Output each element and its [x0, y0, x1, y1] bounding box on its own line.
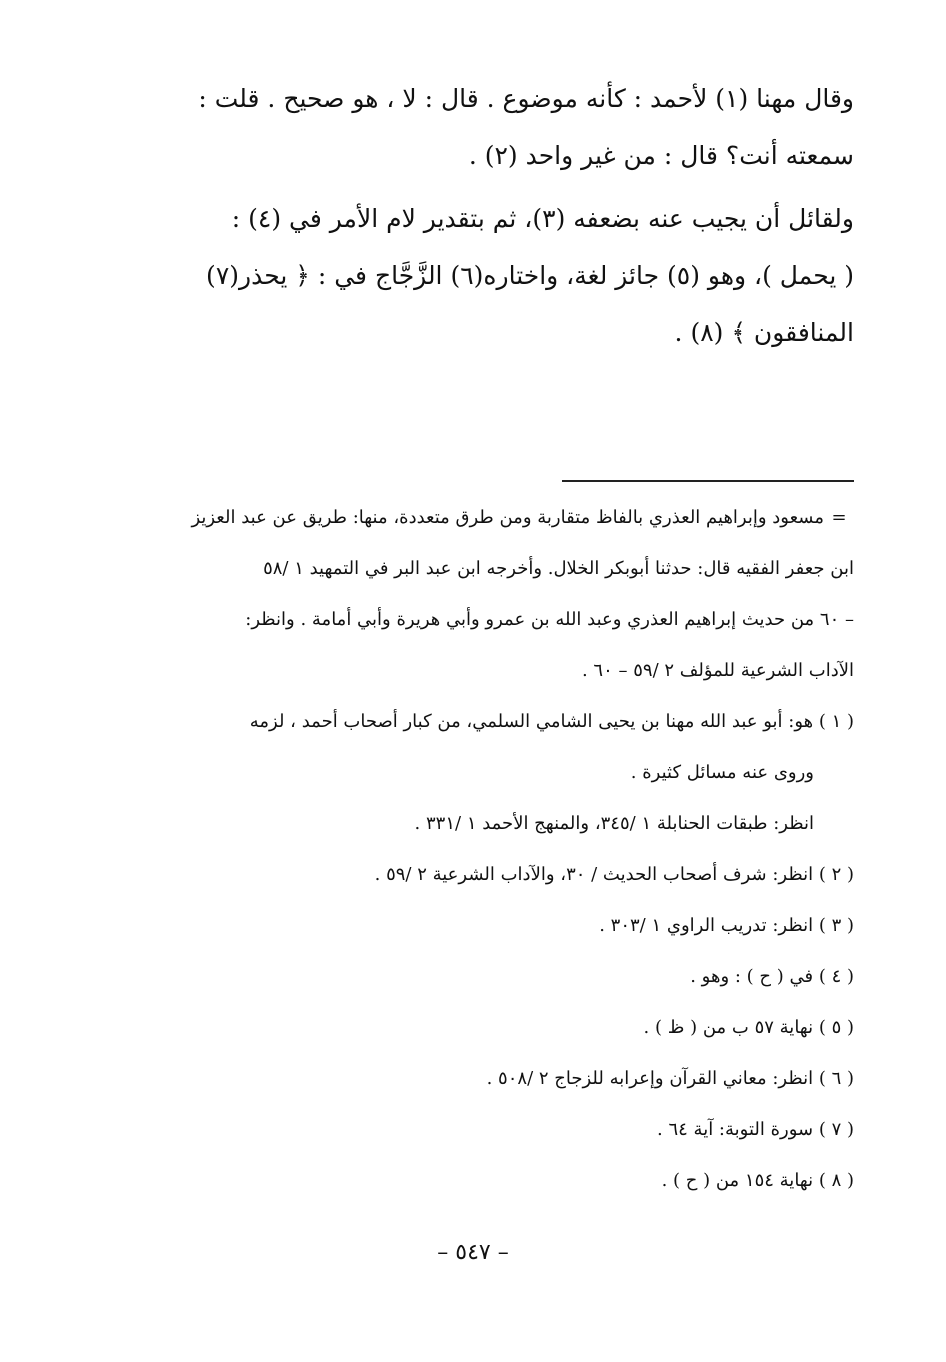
footnotes-section: [134, 492, 854, 1206]
footnote-7: ( ٧ ) سورة التوبة: آية ٦٤ .: [657, 1119, 854, 1140]
main-line: المنافقون ﴾ (٨) .: [674, 318, 854, 347]
footnote-4: ( ٤ ) في ( ح ) : وهو .: [690, 966, 854, 987]
page-number: – ٥٤٧ –: [437, 1240, 509, 1265]
main-line: ( يحمل )، وهو (٥) جائز لغة، واختاره(٦) الزَّجَّاج في : ﴿ يحذر(٧): [206, 261, 854, 290]
footnote-8: ( ٨ ) نهاية ١٥٤ من ( ح ) .: [661, 1170, 854, 1191]
footnote-2: ( ٢ ) انظر: شرف أصحاب الحديث / ٣٠، والآداب الشرعية ٢ /٥٩ .: [374, 864, 854, 885]
footnote-5: ( ٥ ) نهاية ٥٧ ب من ( ظ ) .: [643, 1017, 854, 1038]
main-paragraph-2: [139, 190, 854, 361]
footnote-reference-line: انظر: طبقات الحنابلة ١ /٣٤٥، والمنهج الأحمد ١ /٣٣١ .: [414, 813, 814, 834]
footnote-3: ( ٣ ) انظر: تدريب الراوي ١ /٣٠٣ .: [599, 915, 854, 936]
footnote-6: ( ٦ ) انظر: معاني القرآن وإعرابه للزجاج ٢ /٥٠٨ .: [486, 1068, 854, 1089]
main-paragraph-1: [139, 70, 854, 184]
main-line: سمعته أنت؟ قال : من غير واحد (٢) .: [468, 141, 854, 170]
main-line: ولقائل أن يجيب عنه بضعفه (٣)، ثم بتقدير لام الأمر في (٤) :: [231, 204, 854, 233]
footnote-line: [134, 492, 854, 543]
footnote-divider: [562, 480, 854, 482]
footnote-line: ( ١ ) هو: أبو عبد الله مهنا بن يحيى الشامي السلمي، من كبار أصحاب أحمد ، لزمه: [249, 711, 854, 732]
footnote-line: الآداب الشرعية للمؤلف ٢ /٥٩ – ٦٠ .: [581, 660, 854, 681]
footnote-1: [134, 696, 854, 849]
footnote-continuation: [134, 492, 854, 696]
footnote-text: مسعود وإبراهيم العذري بالفاظ متقاربة ومن طرق متعددة، منها: طريق عن عبد العزيز: [191, 507, 824, 528]
continuation-mark: =: [831, 507, 847, 528]
footnote-line: وروى عنه مسائل كثيرة .: [630, 762, 814, 783]
main-line: وقال مهنا (١) لأحمد : كأنه موضوع . قال : لا ، هو صحيح . قلت :: [198, 84, 854, 113]
footnote-line: – ٦٠ من حديث إبراهيم العذري وعبد الله بن عمرو وأبي هريرة وأبي أمامة . وانظر:: [245, 609, 854, 630]
footnote-line: ابن جعفر الفقيه قال: حدثنا أبوبكر الخلال. وأخرجه ابن عبد البر في التمهيد ١ /٥٨: [263, 558, 854, 579]
